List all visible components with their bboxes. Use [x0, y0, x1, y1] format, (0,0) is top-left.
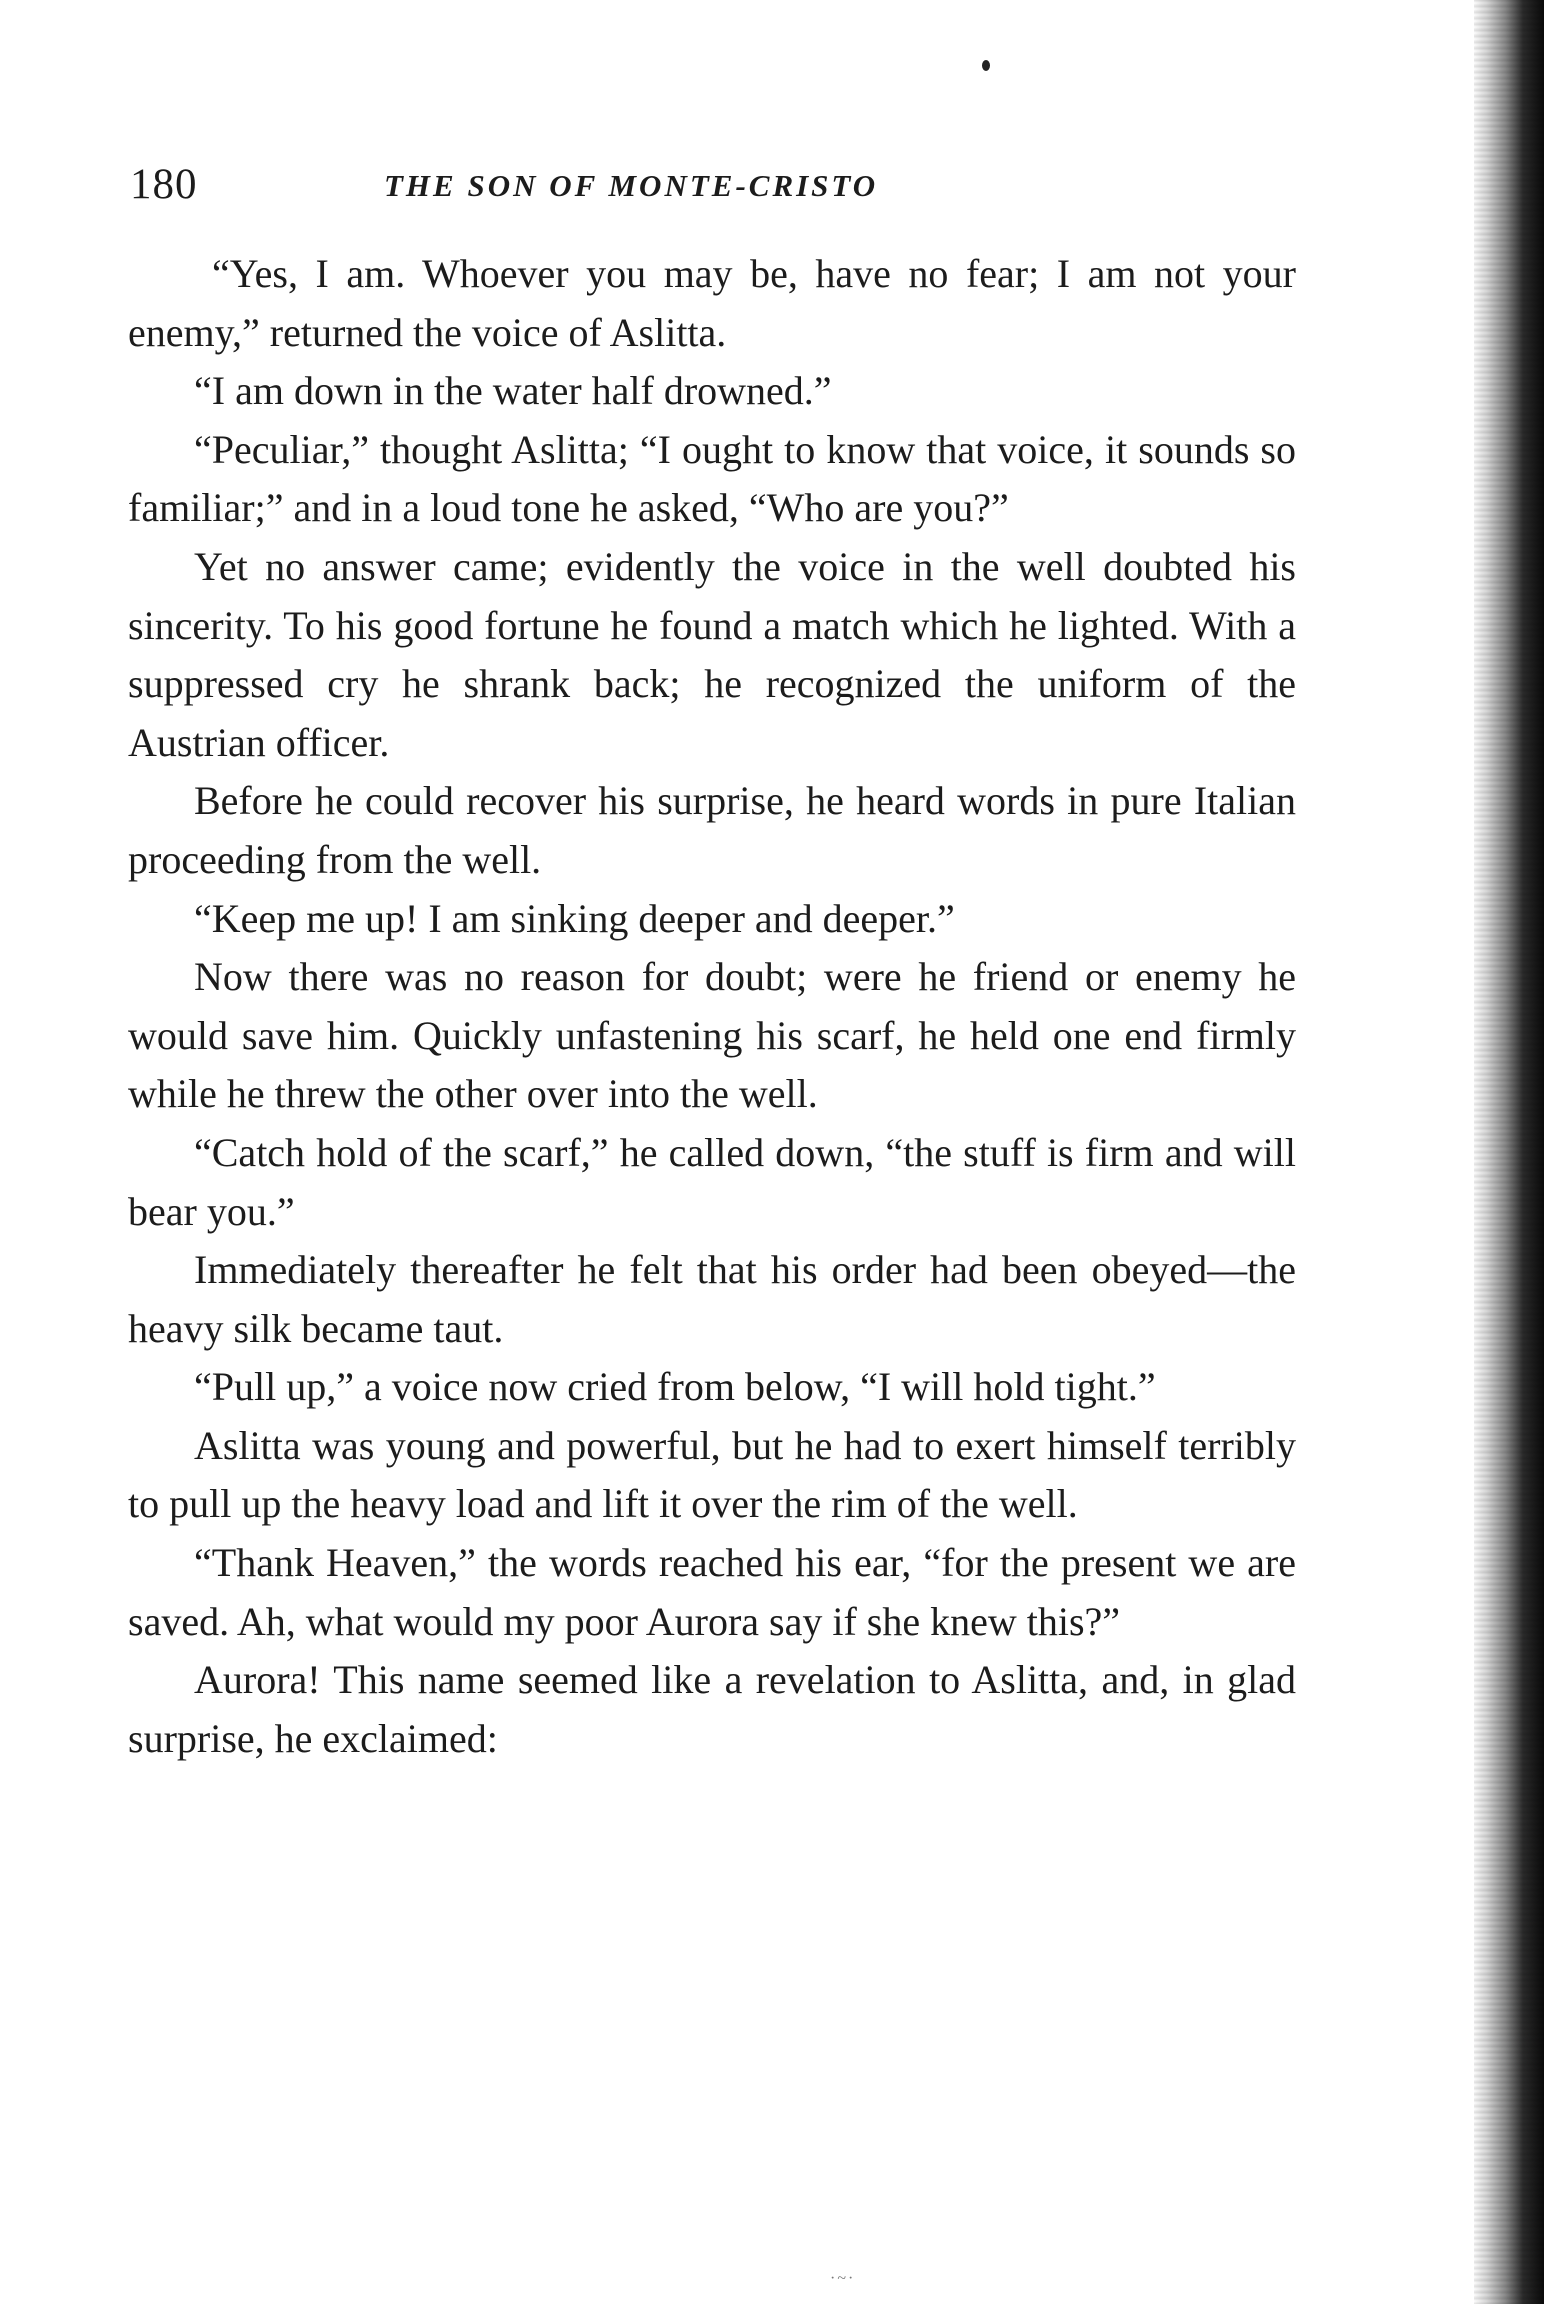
paragraph: “Peculiar,” thought Aslitta; “I ought to know that voice, it sounds so familiar;” and in a loud tone he asked, “Who are you?” [128, 426, 1296, 531]
page-binding-shadow [1474, 0, 1544, 2304]
paragraph: “Catch hold of the scarf,” he called down, “the stuff is firm and will bear you.” [128, 1129, 1296, 1234]
running-title: THE SON OF MONTE-CRISTO [384, 168, 879, 203]
page-header [122, 160, 1302, 220]
paragraph: “Thank Heaven,” the words reached his ear, “for the present we are saved. Ah, what would my poor Aurora say if she knew this?” [128, 1540, 1296, 1644]
paragraph: Aurora! This name seemed like a revelation to Aslitta, and, in glad surprise, he exclaimed: [128, 1657, 1296, 1761]
paragraph: “Keep me up! I am sinking deeper and deeper.” [194, 895, 955, 941]
ink-speck [982, 60, 990, 71]
paragraph: “Pull up,” a voice now cried from below, “I will hold tight.” [194, 1364, 1156, 1410]
paragraph: “I am down in the water half drowned.” [194, 368, 832, 414]
paragraph: Now there was no reason for doubt; were he friend or enemy he would save him. Quickly unfastening his scarf, he held one end firmly while he threw the other over into the well. [128, 954, 1296, 1117]
paragraph: “Yes, I am. Whoever you may be, have no fear; I am not your enemy,” returned the voice of Aslitta. [128, 251, 1296, 355]
paragraph: Aslitta was young and powerful, but he had to exert himself terribly to pull up the heavy load and lift it over the rim of the well. [128, 1422, 1296, 1527]
body-text [128, 245, 1296, 1768]
bottom-ornament: ·~· [830, 2270, 856, 2287]
paragraph: Yet no answer came; evidently the voice in the well doubted his sincerity. To his good fortune he found a match which he lighted. With a suppressed cry he shrank back; he recognized the uniform of the Austrian officer. [128, 543, 1296, 765]
paragraph: Before he could recover his surprise, he heard words in pure Italian proceeding from the well. [128, 778, 1296, 882]
page-number: 180 [130, 161, 198, 208]
paragraph: Immediately thereafter he felt that his order had been obeyed—the heavy silk became taut. [128, 1247, 1296, 1351]
